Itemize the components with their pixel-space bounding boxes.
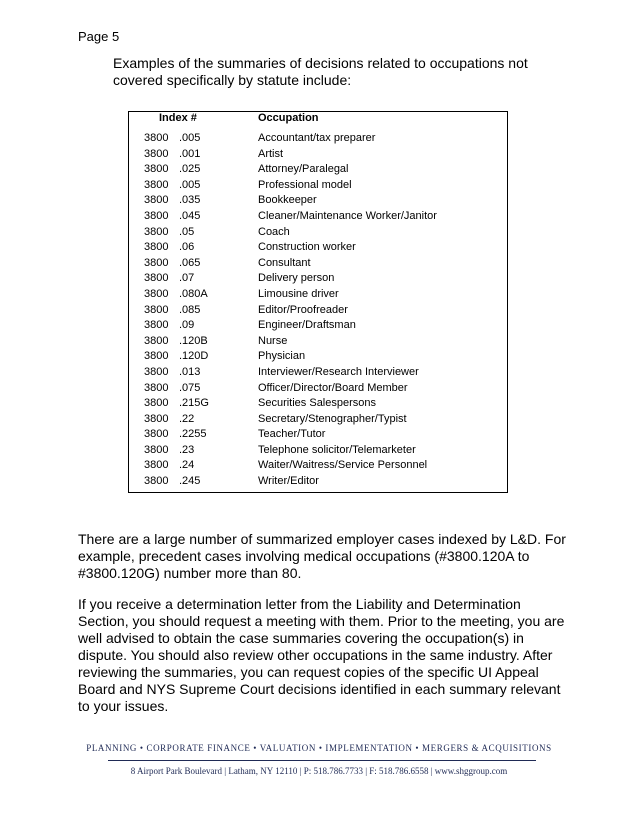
occupation-name: Bookkeeper (258, 194, 317, 207)
index-sub: .065 (179, 256, 201, 269)
occupation-name: Coach (258, 225, 290, 238)
index-base: 3800 (144, 334, 169, 347)
index-base: 3800 (144, 397, 169, 410)
table-row (128, 147, 508, 163)
index-base: 3800 (144, 350, 169, 363)
index-sub: .005 (179, 132, 201, 144)
index-column-header: Index # (159, 112, 197, 124)
table-row (128, 131, 508, 147)
index-sub: .025 (179, 163, 201, 176)
index-base: 3800 (144, 365, 169, 378)
index-base: 3800 (144, 178, 169, 191)
index-base: 3800 (144, 381, 169, 394)
occupation-name: Telephone solicitor/Telemarketer (258, 443, 416, 456)
table-rows (128, 131, 508, 490)
footer-divider (108, 760, 536, 761)
table-row (128, 318, 508, 334)
index-base: 3800 (144, 459, 169, 472)
occupation-column-header: Occupation (258, 112, 319, 124)
occupation-name: Artist (258, 147, 284, 160)
table-row (128, 412, 508, 428)
occupation-name: Limousine driver (258, 287, 339, 300)
table-row (128, 178, 508, 194)
index-sub: .080A (179, 287, 208, 300)
index-base: 3800 (144, 256, 169, 269)
index-sub: .09 (179, 319, 195, 332)
table-row (128, 474, 508, 490)
table-row (128, 365, 508, 381)
index-base: 3800 (144, 147, 169, 160)
page-number: Page 5 (78, 29, 120, 44)
index-sub: .245 (179, 475, 201, 488)
index-base: 3800 (144, 163, 169, 176)
table-row (128, 240, 508, 256)
occupation-name: Editor/Proofreader (258, 303, 348, 316)
index-sub: .120B (179, 334, 208, 347)
table-row (128, 334, 508, 350)
table-row (128, 443, 508, 459)
table-row (128, 303, 508, 319)
occupation-name: Consultant (258, 256, 311, 269)
index-sub: .013 (179, 365, 201, 378)
index-sub: .075 (179, 381, 201, 394)
occupation-name: Engineer/Draftsman (258, 319, 356, 332)
index-base: 3800 (144, 428, 169, 441)
table-row (128, 271, 508, 287)
occupation-name: Officer/Director/Board Member (258, 381, 408, 394)
index-base: 3800 (144, 319, 169, 332)
index-sub: .24 (179, 459, 195, 472)
occupation-name: Attorney/Paralegal (258, 163, 349, 176)
index-sub: .05 (179, 225, 195, 238)
table-row (128, 193, 508, 209)
occupation-name: Securities Salespersons (258, 397, 377, 410)
table-row (128, 256, 508, 272)
occupation-name: Waiter/Waitress/Service Personnel (258, 459, 428, 472)
index-base: 3800 (144, 132, 169, 144)
intro-text: Examples of the summaries of decisions related to occupations not covered specifically by statute include: (113, 55, 528, 88)
footer-services: PLANNING • CORPORATE FINANCE • VALUATION • IMPLEMENTATION • MERGERS & ACQUISITIONS (86, 743, 552, 753)
index-sub: .085 (179, 303, 201, 316)
occupation-name: Teacher/Tutor (258, 428, 326, 441)
table-row (128, 162, 508, 178)
table-row (128, 427, 508, 443)
occupation-name: Cleaner/Maintenance Worker/Janitor (258, 209, 437, 222)
index-sub: .001 (179, 147, 201, 160)
occupation-name: Nurse (258, 334, 288, 347)
index-sub: .2255 (179, 428, 207, 441)
table-row (128, 458, 508, 474)
index-sub: .045 (179, 209, 201, 222)
index-base: 3800 (144, 443, 169, 456)
occupation-name: Interviewer/Research Interviewer (258, 365, 419, 378)
index-base: 3800 (144, 225, 169, 238)
table-row (128, 381, 508, 397)
index-sub: .035 (179, 194, 201, 207)
occupation-name: Delivery person (258, 272, 335, 285)
table-row (128, 209, 508, 225)
occupation-name: Professional model (258, 178, 352, 191)
index-base: 3800 (144, 475, 169, 488)
index-sub: .22 (179, 412, 195, 425)
index-base: 3800 (144, 287, 169, 300)
occupation-name: Secretary/Stenographer/Typist (258, 412, 407, 425)
index-base: 3800 (144, 209, 169, 222)
occupation-name: Accountant/tax preparer (258, 132, 376, 144)
index-sub: .06 (179, 241, 195, 254)
index-base: 3800 (144, 272, 169, 285)
table-row (128, 396, 508, 412)
paragraph-advice: If you receive a determination letter from the Liability and Determination Section, you should request a meeting with them. Prior to the meeting, you are well advised to obtain the case summaries covering the occupation(s) in dispute. You should also review other occupations in the same industry. After reviewing the summaries, you can request copies of the specific UI Appeal Board and NYS Supreme Court decisions identified in each summary relevant to your issues. (78, 596, 565, 714)
occupation-name: Physician (258, 350, 306, 363)
index-base: 3800 (144, 241, 169, 254)
footer-address: 8 Airport Park Boulevard | Latham, NY 12110 | P: 518.786.7733 | F: 518.786.6558 | www.shggroup.com (130, 766, 508, 776)
index-sub: .005 (179, 178, 201, 191)
index-sub: .215G (179, 397, 209, 410)
index-sub: .07 (179, 272, 195, 285)
paragraph-cases: There are a large number of summarized employer cases indexed by L&D. For example, precedent cases involving medical occupations (#3800.120A to #3800.120G) number more than 80. (78, 531, 566, 581)
table-row (128, 349, 508, 365)
index-base: 3800 (144, 412, 169, 425)
table-row (128, 225, 508, 241)
index-sub: .23 (179, 443, 195, 456)
occupation-name: Writer/Editor (258, 475, 319, 488)
index-base: 3800 (144, 303, 169, 316)
index-sub: .120D (179, 350, 209, 363)
occupation-name: Construction worker (258, 241, 356, 254)
table-row (128, 287, 508, 303)
index-base: 3800 (144, 194, 169, 207)
